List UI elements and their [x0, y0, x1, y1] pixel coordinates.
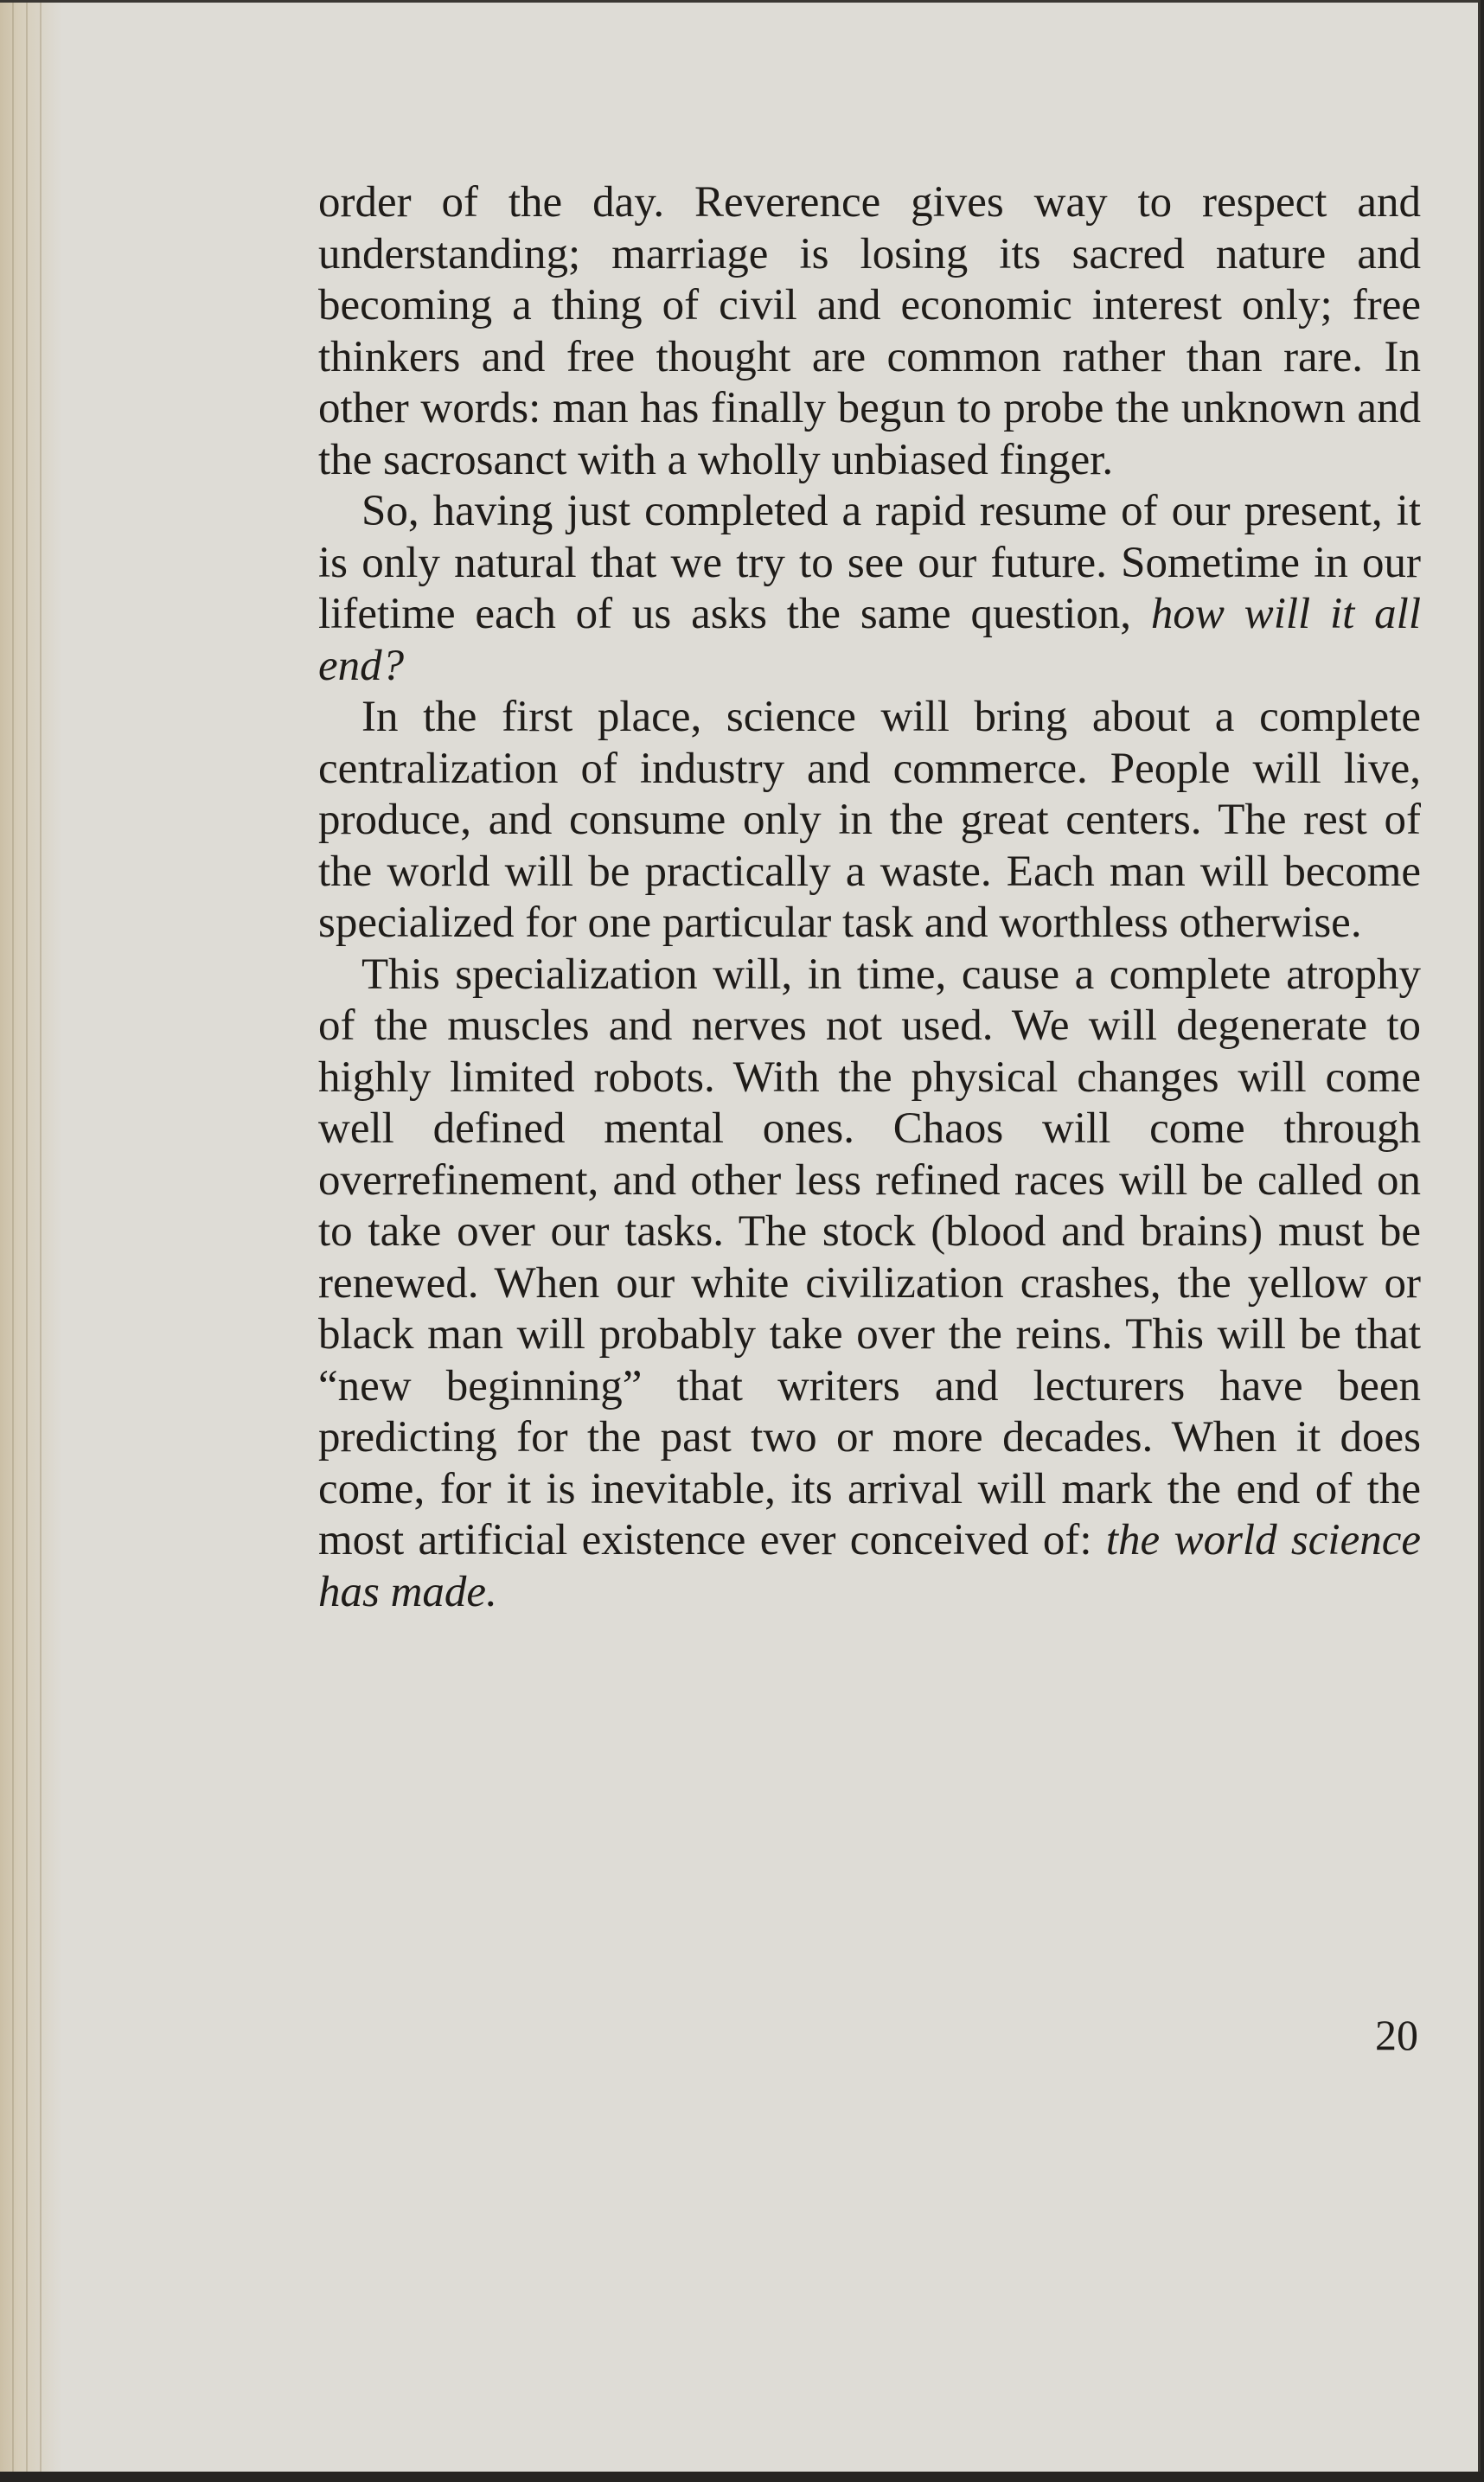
paragraph-1-text: order of the day. Reverence gives way to respect and understanding; marriage is losing its sacred nature and becoming a thing of civil and economic interest only; free thinkers and free thought are common rather than rare. In other words: man has finally begun to probe the unknown and the sacrosanct with a wholly unbiased finger.	[318, 178, 1421, 484]
body-text	[318, 177, 1421, 1618]
gutter-line	[40, 0, 42, 2472]
gutter-line	[12, 0, 14, 2472]
paragraph-3	[318, 692, 1421, 950]
page-right-edge	[1478, 0, 1481, 2472]
page-top-edge	[0, 0, 1481, 3]
paragraph-2	[318, 486, 1421, 692]
gutter-line	[26, 0, 28, 2472]
paragraph-4-text: This specialization will, in time, cause a complete atrophy of the muscles and nerves not used. We will degenerate to highly limited robots. With the physical changes will come well defined mental ones. Chaos will come through overrefinement, and other less refined races will be called on to take over our tasks. The stock (blood and brains) must be renewed. When our white civilization crashes, the yellow or black man will probably take over the reins. This will be that “new beginning” that writers and lecturers have been predicting for the past two or more decades. When it does come, for it is inevitable, its arrival will mark the end of the most artificial existence ever conceived of:	[318, 950, 1421, 1564]
page-gutter	[0, 0, 62, 2472]
paragraph-3-text: In the first place, science will bring about a complete centralization of industry and commerce. People will live, produce, and consume only in the great centers. The rest of the world will be practically a waste. Each man will become specialized for one particular task and worthless otherwise.	[318, 693, 1421, 947]
paragraph-2-italic: how will it all end?	[318, 590, 1421, 690]
paragraph-1	[318, 177, 1421, 486]
page-number: 20	[1375, 2011, 1418, 2059]
paragraph-4-italic: the world science has made.	[318, 1516, 1421, 1616]
paragraph-4	[318, 950, 1421, 1619]
paragraph-2-text: So, having just completed a rapid resume of our present, it is only natural that we try to see our future. Sometime in our lifetime each of us asks the same question,	[318, 487, 1421, 638]
